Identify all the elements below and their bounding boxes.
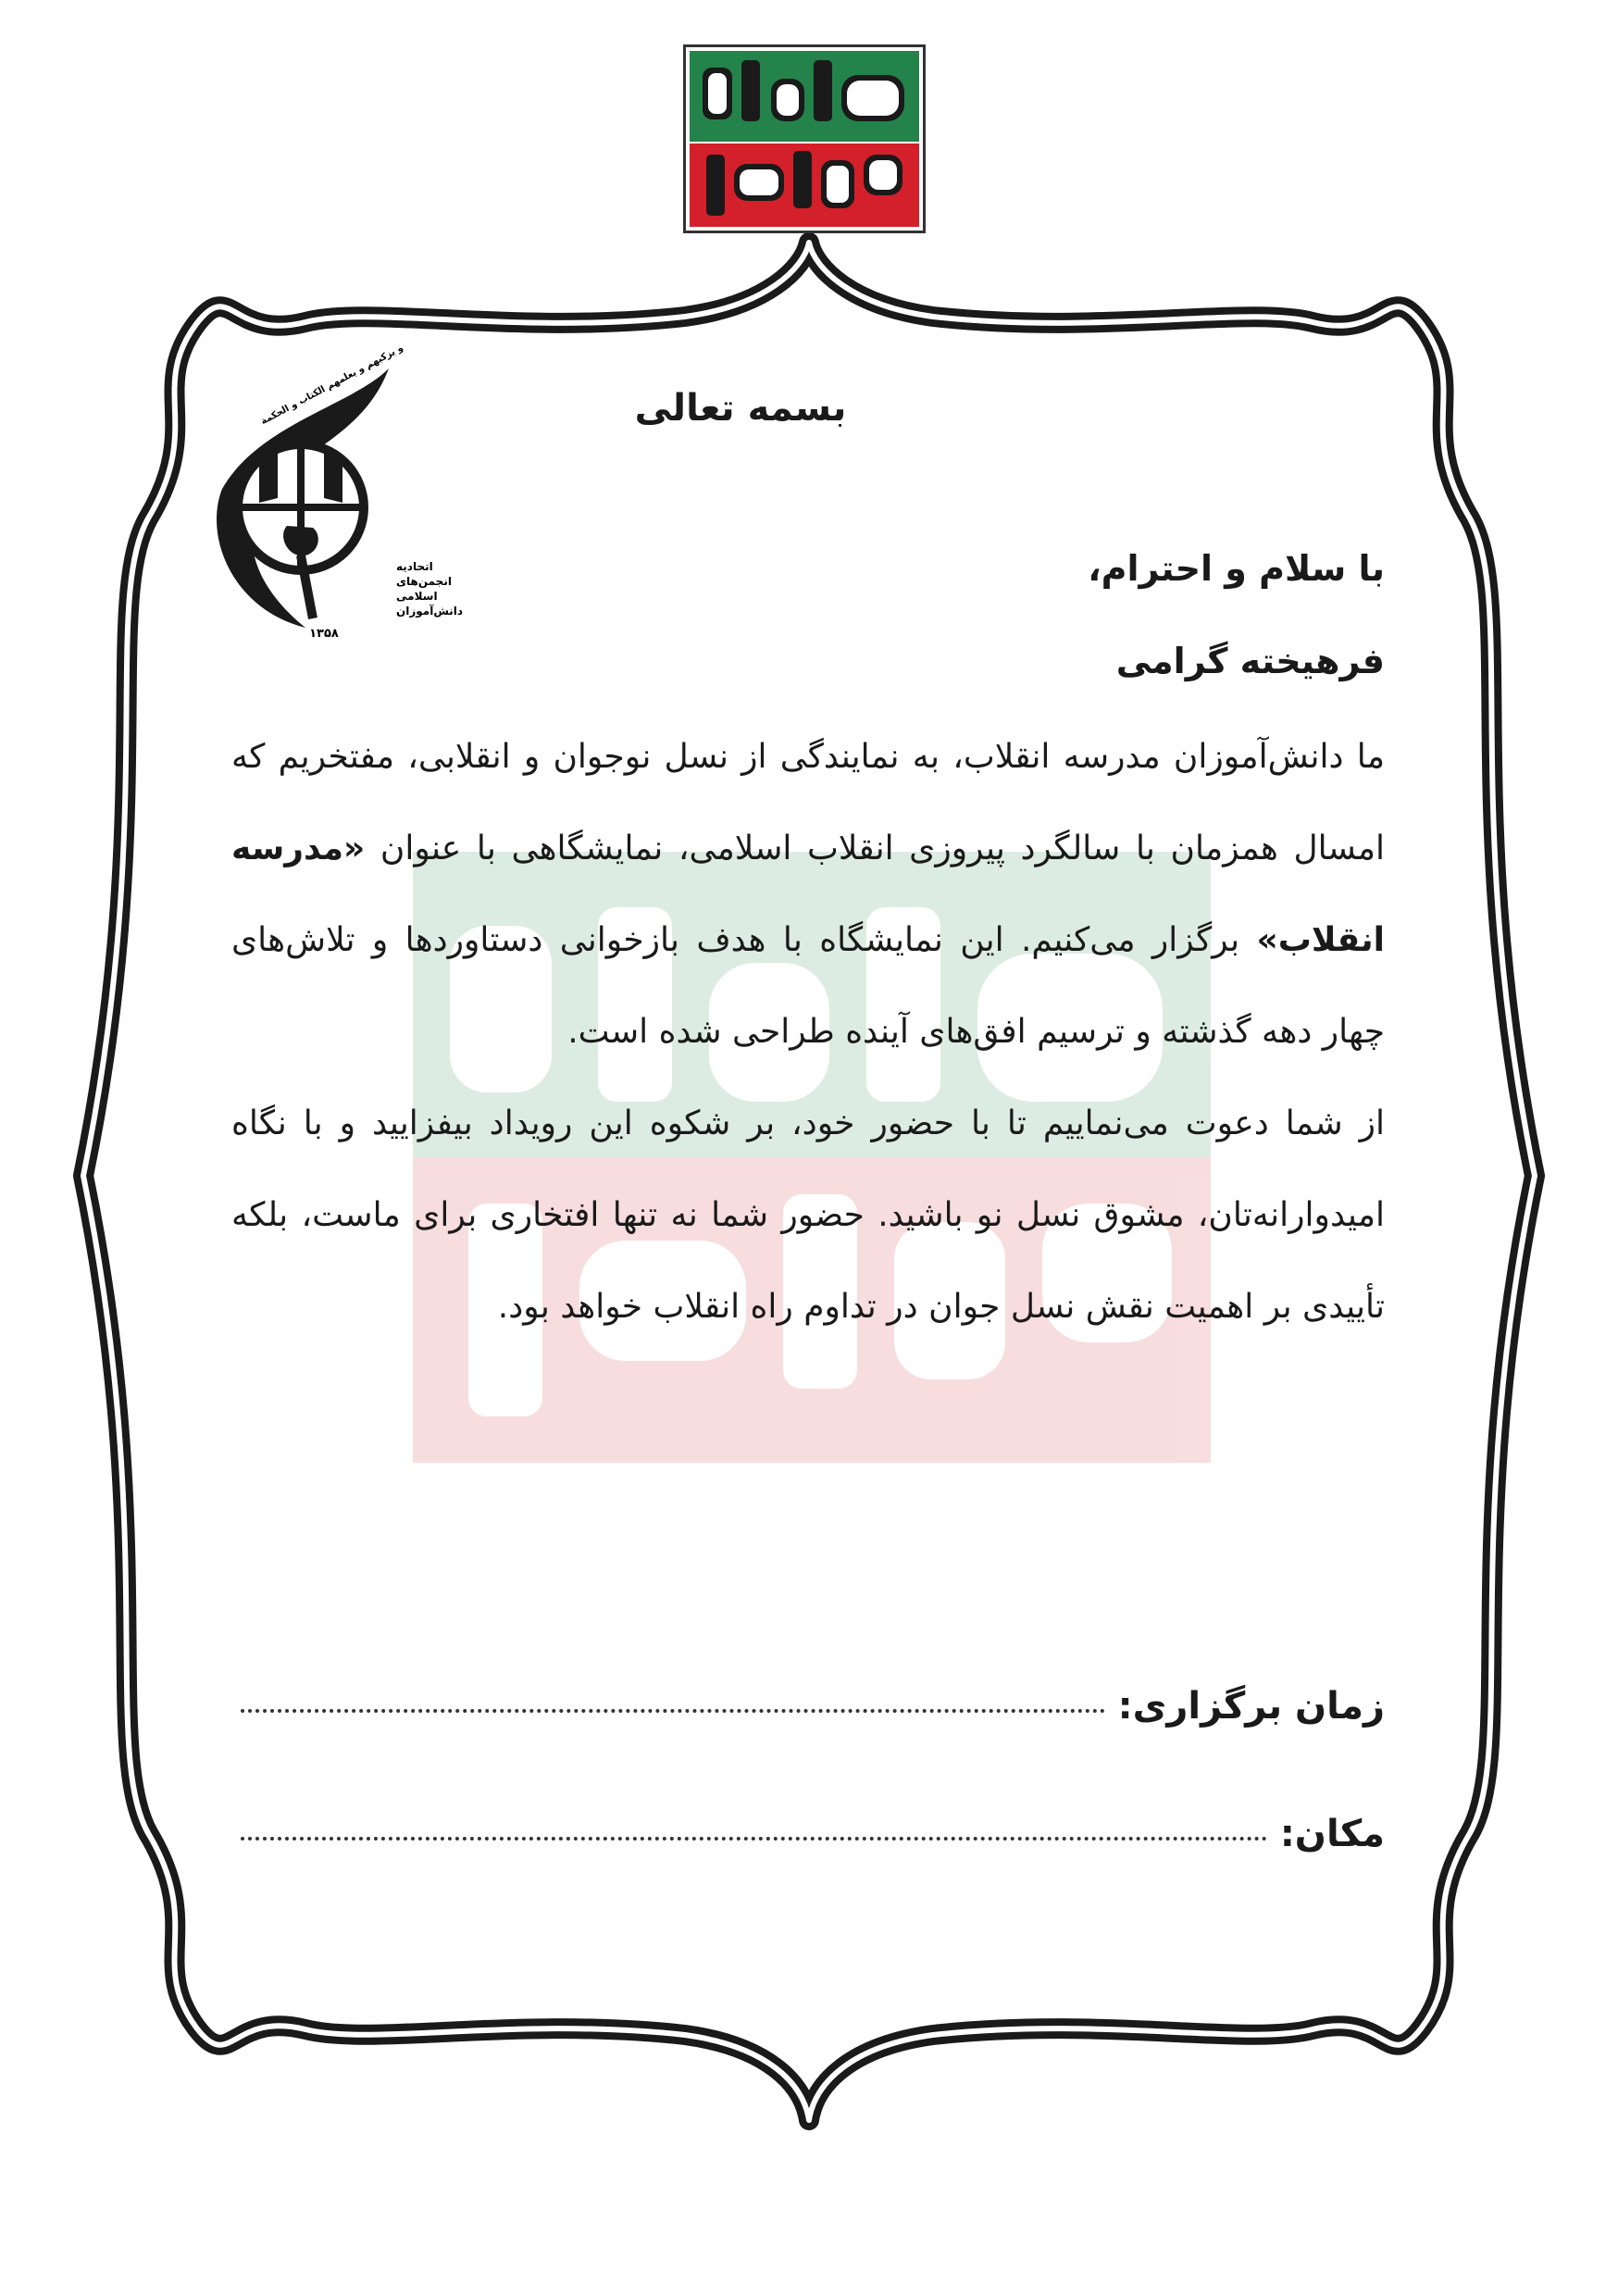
emblem-org-line3: اسلامی: [396, 590, 438, 603]
paragraph-1-text-a: ما دانش‌آموزان مدرسه انقلاب، به نمایندگی از نسل نوجوان و انقلابی، مفتخریم که امسال همزمان با سالگرد پیروزی انقلاب اسلامی، نمایشگاهی با عنوان: [231, 738, 1385, 867]
logo-lettering: [686, 47, 923, 231]
event-place-field: [241, 1813, 1385, 1855]
letter-paragraph-2: از شما دعوت می‌نماییم تا با حضور خود، بر شکوه این رویداد بیفزایید و با نگاه امیدوارانه‌تان، مشوق نسل نو باشید. حضور شما نه تنها افتخاری برای ماست، بلکه تأییدی بر اهمیت نقش نسل جوان در تداوم راه انقلاب خواهد بود.: [231, 1104, 1385, 1326]
emblem-org-line1: اتحادیه: [396, 560, 433, 573]
emblem-year: ۱۳۵۸: [309, 627, 339, 641]
event-time-field: [241, 1685, 1385, 1728]
event-time-label: زمان برگزاری:: [1117, 1685, 1385, 1728]
event-place-blank: [241, 1828, 1267, 1841]
event-place-label: مکان:: [1279, 1813, 1385, 1855]
madrese-enghelab-logo: [683, 44, 926, 233]
emblem-org-line4: دانش‌آموزان: [396, 605, 464, 618]
letter-body: [231, 546, 1385, 1353]
basmala-heading: بسمه تعالی: [634, 387, 847, 430]
letter-paragraph-1: [231, 711, 1385, 1078]
emblem-org-line2: انجمن‌های: [396, 575, 452, 588]
letter-addressee: فرهیخته گرامی: [1115, 641, 1385, 681]
emblem-arc-text: و یزکیهم و یعلمهم الکتاب و الحکمة: [259, 343, 405, 428]
event-time-blank: [241, 1700, 1105, 1713]
exhibition-title: «مدرسه انقلاب»: [231, 830, 1385, 959]
letter-greeting: با سلام و احترام،: [1088, 548, 1385, 589]
paragraph-1-text-b: برگزار می‌کنیم. این نمایشگاه با هدف بازخوانی دستاوردها و تلاش‌های چهار دهه گذشته و ترسیم افق‌های آینده طراحی شده است.: [231, 921, 1385, 1051]
